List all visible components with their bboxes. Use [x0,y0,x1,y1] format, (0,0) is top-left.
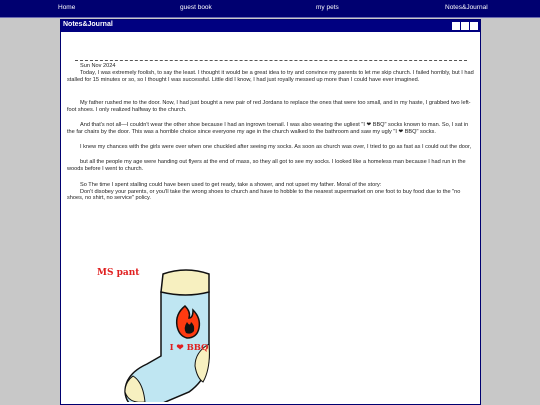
top-navbar [0,0,540,18]
entry-paragraph: My father rushed me to the door. Now, I had just bought a new pair of red Jordans to replace the ones that were too small, and in my haste, I grabbed two left-foot shoes. I only realized halfway to the church. [67,99,471,113]
entry-paragraph: Today, I was extremely foolish, to say the least. I thought it would be a great idea to try and convince my parents to let me skip church. I failed horribly, but I had stalled for 15 minutes or so, so I thought I was successful. Little did I know, I had just royally messed up more than I could have ever imagined. [67,69,474,83]
sock-text: I ❤ BBQ [169,343,209,353]
window-title: Notes&Journal [63,21,113,28]
nav-notes-journal-link[interactable]: Notes&Journal [445,4,488,11]
entry-paragraph: And that's not all—I couldn't wear the other shoe because I had an ingrown toenail. I was also wearing the ugliest "I ❤ BBQ" socks known to man. So, I sat in the far chairs by the door. This was a horrible choice since everyone my age in the church walked to the bathroom and saw my ugly "I ❤ BBQ" socks. [67,121,469,135]
window-titlebar[interactable] [61,20,480,32]
close-button[interactable] [470,22,478,30]
ms-paint-sock-drawing [85,252,235,402]
entry-moral: So The time I spent stalling could have been used to get ready, take a shower, and not upset my father. Moral of the story: Don't disobey your parents, or you'll take the wrong shoes to church and have to hobble to the nearest supermarket on one foot to buy food due to the "no shoes, no shirt, no service" policy. [67,181,461,202]
maximize-button[interactable] [461,22,469,30]
drawing-label: MS pant [97,268,140,278]
nav-home-link[interactable]: Home [58,4,76,11]
entry-paragraph: I knew my chances with the girls were over when one chuckled after seeing my socks. As soon as church was over, I tried to go as fast as I could out the door, [80,144,472,151]
journal-entry [67,60,475,202]
minimize-button[interactable] [452,22,460,30]
entry-paragraph: but all the people my age were handing out flyers at the end of mass, so they all got to see my socks. I looked like a homeless man because I had run in the woods before I went to church. [67,159,466,173]
entry-divider [75,60,467,61]
journal-window [60,19,481,405]
nav-my-pets-link[interactable]: my pets [316,4,339,11]
window-controls [451,22,478,30]
nav-guestbook-link[interactable]: guest book [180,4,212,11]
sock-cuff [161,270,209,295]
entry-date: Sun Nov 2024 [80,63,116,69]
